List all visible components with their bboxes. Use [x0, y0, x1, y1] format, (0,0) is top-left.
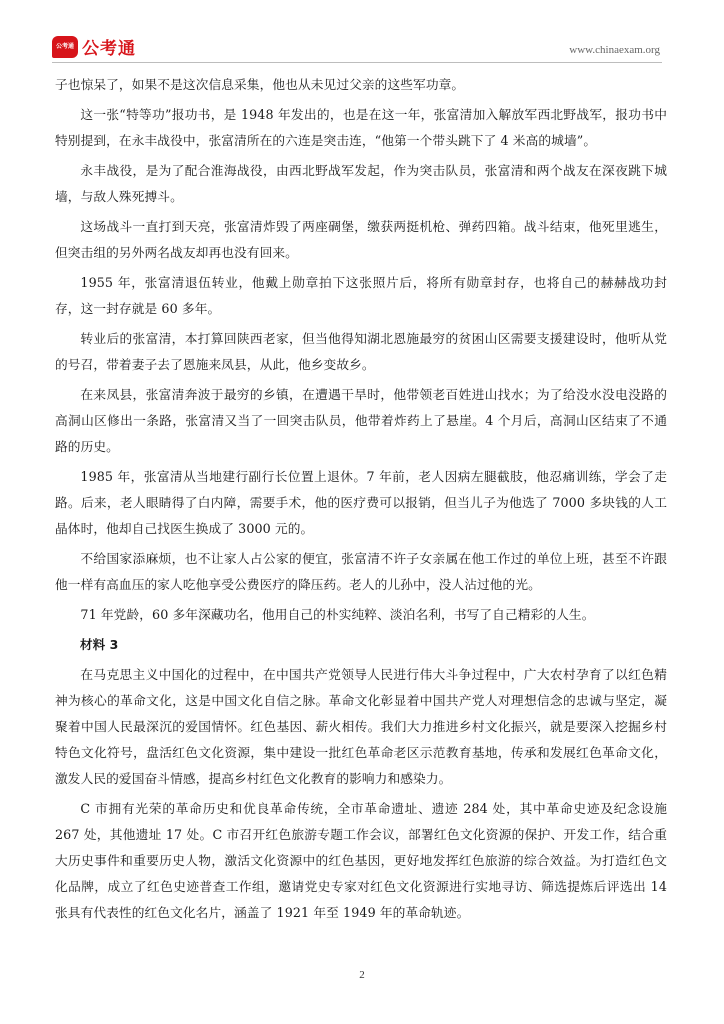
logo-text: 公考通 — [82, 39, 136, 59]
paragraph: 71 年党龄，60 多年深藏功名，他用自己的朴实纯粹、淡泊名利，书写了自己精彩的人生。 — [80, 607, 595, 622]
paragraph: C 市拥有光荣的革命历史和优良革命传统，全市革命遗址、遗迹 284 处，其中革命史迹及纪念设施 267 处，其他遗址 17 处。C 市召开红色旅游专题工作会议，部署红色文化资源的保护、开发工作，结合重大历史事件和重要历史人物，激活文化资源中的红色基因，更好地发挥红色旅游的综合效益。为打造红色文化品牌，成立了红色史迹普查工作组，邀请党史专家对红色文化资源进行实地寻访、筛选提炼后评选出 14 张具有代表性的红色文化名片，涵盖了 1921 年至 1949 年的革命轨迹。 — [55, 801, 667, 920]
paragraph: 永丰战役，是为了配合淮海战役，由西北野战军发起，作为突击队员，张富清和两个战友在深夜跳下城墙，与敌人殊死搏斗。 — [55, 163, 667, 204]
logo[interactable] — [52, 34, 136, 59]
header-divider — [52, 62, 662, 63]
paragraph: 不给国家添麻烦，也不让家人占公家的便宜，张富清不许子女亲属在他工作过的单位上班，甚至不许跟他一样有高血压的家人吃他享受公费医疗的降压药。老人的儿孙中，没人沾过他的光。 — [55, 551, 667, 592]
page-header — [52, 32, 662, 60]
page-number: 2 — [359, 969, 365, 981]
paragraph: 1985 年，张富清从当地建行副行长位置上退休。7 年前，老人因病左腿截肢，他忍痛训练，学会了走路。后来，老人眼睛得了白内障，需要手术，他的医疗费可以报销，但当儿子为他选了 7000 多块钱的人工晶体时，他却自己找医生换成了 3000 元的。 — [55, 469, 667, 536]
section-heading: 材料 3 — [80, 637, 119, 652]
paragraph: 1955 年，张富清退伍转业，他戴上勋章拍下这张照片后，将所有勋章封存，也将自己的赫赫战功封存，这一封存就是 60 多年。 — [55, 275, 667, 316]
paragraph: 子也惊呆了，如果不是这次信息采集，他也从未见过父亲的这些军功章。 — [55, 77, 465, 92]
paragraph: 在来凤县，张富清奔波于最穷的乡镇，在遭遇干旱时，他带领老百姓进山找水；为了给没水没电没路的高洞山区修出一条路，张富清又当了一回突击队员，他带着炸药上了悬崖。4 个月后，高洞山区结束了不通路的历史。 — [55, 387, 667, 454]
logo-badge: 公考通 — [52, 36, 78, 58]
paragraph: 这场战斗一直打到天亮，张富清炸毁了两座碉堡，缴获两挺机枪、弹药四箱。战斗结束，他死里逃生，但突击组的另外两名战友却再也没有回来。 — [55, 219, 667, 260]
paragraph: 转业后的张富清，本打算回陕西老家，但当他得知湖北恩施最穷的贫困山区需要支援建设时，他听从党的号召，带着妻子去了恩施来凤县，从此，他乡变故乡。 — [55, 331, 667, 372]
document-body — [55, 72, 667, 930]
site-url[interactable]: www.chinaexam.org — [569, 44, 660, 56]
paragraph: 这一张“特等功”报功书，是 1948 年发出的，也是在这一年，张富清加入解放军西北野战军，报功书中特别提到，在永丰战役中，张富清所在的六连是突击连，“他第一个带头跳下了 4 米高的城墙”。 — [55, 107, 667, 148]
paragraph: 在马克思主义中国化的过程中，在中国共产党领导人民进行伟大斗争过程中，广大农村孕育了以红色精神为核心的革命文化，这是中国文化自信之脉。革命文化彰显着中国共产党人对理想信念的忠诚与坚定，凝聚着中国人民最深沉的爱国情怀。红色基因、薪火相传。我们大力推进乡村文化振兴，就是要深入挖掘乡村特色文化符号，盘活红色文化资源，集中建设一批红色革命老区示范教育基地，传承和发展红色革命文化，激发人民的爱国奋斗情感，提高乡村红色文化教育的影响力和感染力。 — [55, 667, 667, 786]
